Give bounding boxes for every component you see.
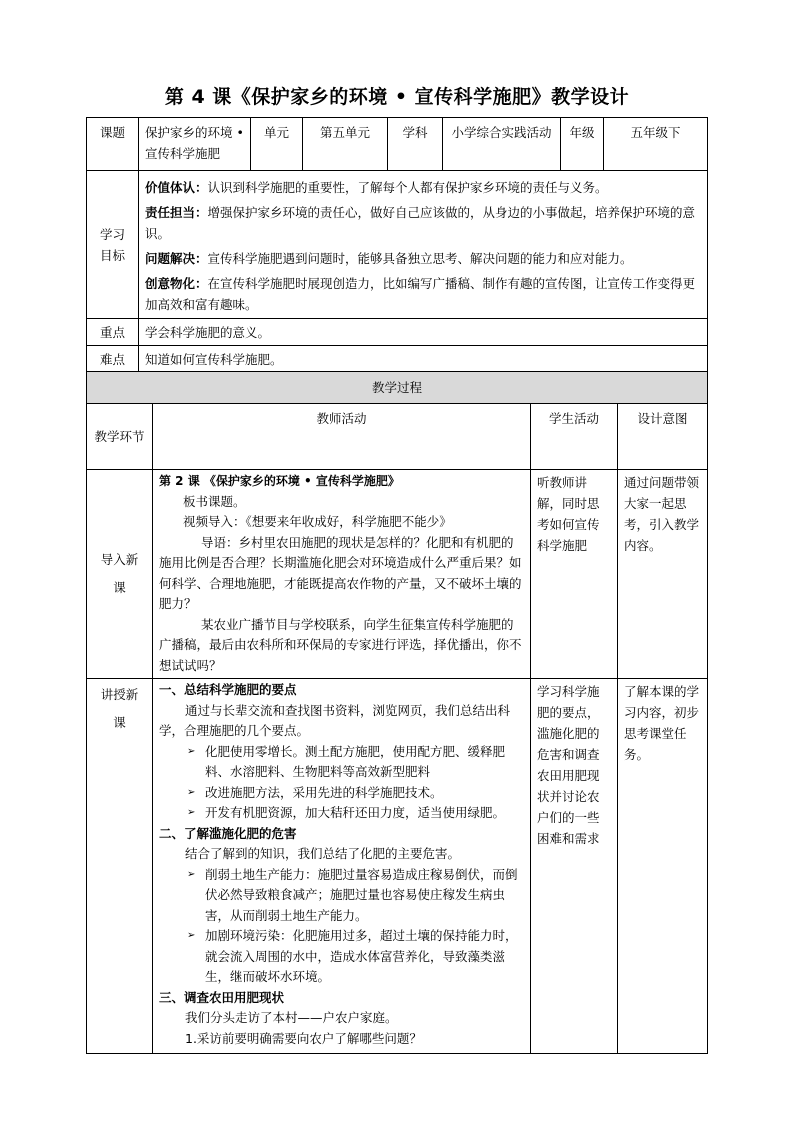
guide-paragraph: 导语：乡村里农田施肥的现状是怎样的？化肥和有机肥的施用比例是否合理？长期滥施化肥会对环境造成什么严重后果？如何科学、合理地施肥，才能既提高农作物的产量，又不破坏土壤的肥力？ (159, 534, 522, 611)
section-3-question-1: 1.采访前要明确需要向农户了解哪些问题？ (185, 1030, 422, 1046)
difficulty-label: 难点 (87, 346, 139, 374)
intro-stage: 导入新课 (87, 470, 153, 679)
unit-label: 单元 (251, 118, 303, 171)
arrow-bullet-icon: ➢ (187, 786, 196, 798)
radio-paragraph: 某农业广播节目与学校联系，向学生征集宣传科学施肥的广播稿，最后由农科所和环保局的专家进行评选，择优播出，你不想试试吗？ (159, 616, 522, 673)
intro-teacher-activity (153, 470, 531, 679)
col-student-header: 学生活动 (531, 404, 618, 470)
objective-item: 创意物化：在宣传科学施肥时展现创造力，比如编写广播稿、制作有趣的宣传图，让宣传工作变得更加高效和富有趣味。 (145, 276, 696, 312)
intro-student-activity: 听教师讲解，同时思考如何宣传科学施肥 (531, 470, 618, 679)
section-1-text: 通过与长辈交流和查找图书资料，浏览网页，我们总结出科学，合理施肥的几个要点。 (159, 702, 511, 738)
bullet-item: ➢ 改进施肥方法，采用先进的科学施肥技术。 (159, 783, 524, 804)
bullet-item: ➢ 化肥使用零增长。测土配方施肥，使用配方肥、缓释肥料、水溶肥料、生物肥料等高效新型肥料 (159, 742, 524, 783)
difficulty-text: 知道如何宣传科学施肥。 (139, 346, 708, 374)
objective-item: 价值体认：认识到科学施肥的重要性，了解每个人都有保护家乡环境的责任与义务。 (145, 180, 608, 195)
objectives-content (139, 171, 708, 319)
grade-label: 年级 (561, 118, 604, 171)
lecture-student-activity: 学习科学施肥的要点，滥施化肥的危害和调查农田用肥现状并讨论农户们的一些困难和需求 (531, 679, 618, 1054)
page-title: 第 4 课《保护家乡的环境 • 宣传科学施肥》教学设计 (164, 86, 630, 108)
board-line: 板书课题。 (183, 493, 246, 509)
key-point-label: 重点 (87, 319, 139, 346)
video-line: 视频导入：《想要来年收成好，科学施肥不能少》 (183, 514, 452, 529)
lesson-info-table (86, 117, 708, 374)
unit-value: 第五单元 (303, 118, 388, 171)
objectives-label: 学习目标 (87, 171, 139, 319)
arrow-bullet-icon: ➢ (187, 868, 196, 880)
objective-item: 问题解决：宣传科学施肥遇到问题时，能够具备独立思考、解决问题的能力和应对能力。 (145, 251, 633, 266)
arrow-bullet-icon: ➢ (187, 745, 196, 757)
subject-value: 小学综合实践活动 (443, 118, 561, 171)
arrow-bullet-icon: ➢ (187, 807, 196, 818)
col-intent-header: 设计意图 (618, 404, 708, 470)
bullet-item: ➢ 削弱土地生产能力：施肥过量容易造成庄稼易倒伏，而倒伏必然导致粮食减产；施肥过量也容易使庄稼发生病虫害，从而削弱土地生产能力。 (159, 865, 524, 927)
section-3-title: 三、调查农田用肥现状 (159, 989, 285, 1005)
lecture-teacher-activity (153, 679, 531, 1054)
lecture-design-intent: 了解本课的学习内容，初步思考课堂任务。 (618, 679, 708, 1054)
section-2-title: 二、了解滥施化肥的危害 (159, 825, 297, 841)
col-teacher-header: 教师活动 (153, 404, 531, 470)
key-point-text: 学会科学施肥的意义。 (139, 319, 708, 346)
grade-value: 五年级下 (604, 118, 708, 171)
bullet-item: ➢ 开发有机肥资源，加大秸秆还田力度，适当使用绿肥。 (159, 803, 524, 824)
teaching-process-table (86, 371, 708, 1054)
section-1-title: 一、总结科学施肥的要点 (159, 682, 297, 697)
course-label: 课题 (87, 118, 139, 171)
bullet-item: ➢ 加剧环境污染：化肥施用过多，超过土壤的保持能力时，就会流入周围的水中，造成水体富营养化，导致藻类滋生，继而破坏水环境。 (159, 926, 524, 988)
objective-item: 责任担当：增强保护家乡环境的责任心，做好自己应该做的，从身边的小事做起，培养保护环境的意识。 (145, 205, 696, 241)
intro-design-intent: 通过问题带领大家一起思考，引入教学内容。 (618, 470, 708, 679)
lesson-title-line: 第 2 课 《保护家乡的环境 • 宣传科学施肥》 (159, 474, 400, 488)
section-3-text: 我们分头走访了本村——户农户家庭。 (185, 1010, 398, 1025)
section-2-text: 结合了解到的知识，我们总结了化肥的主要危害。 (185, 846, 461, 861)
course-name: 保护家乡的环境 • 宣传科学施肥 (139, 118, 251, 171)
col-stage-header: 教学环节 (87, 404, 153, 470)
lecture-stage: 讲授新课 (87, 679, 153, 1054)
subject-label: 学科 (388, 118, 443, 171)
process-header: 教学过程 (87, 372, 708, 404)
arrow-bullet-icon: ➢ (187, 930, 196, 941)
